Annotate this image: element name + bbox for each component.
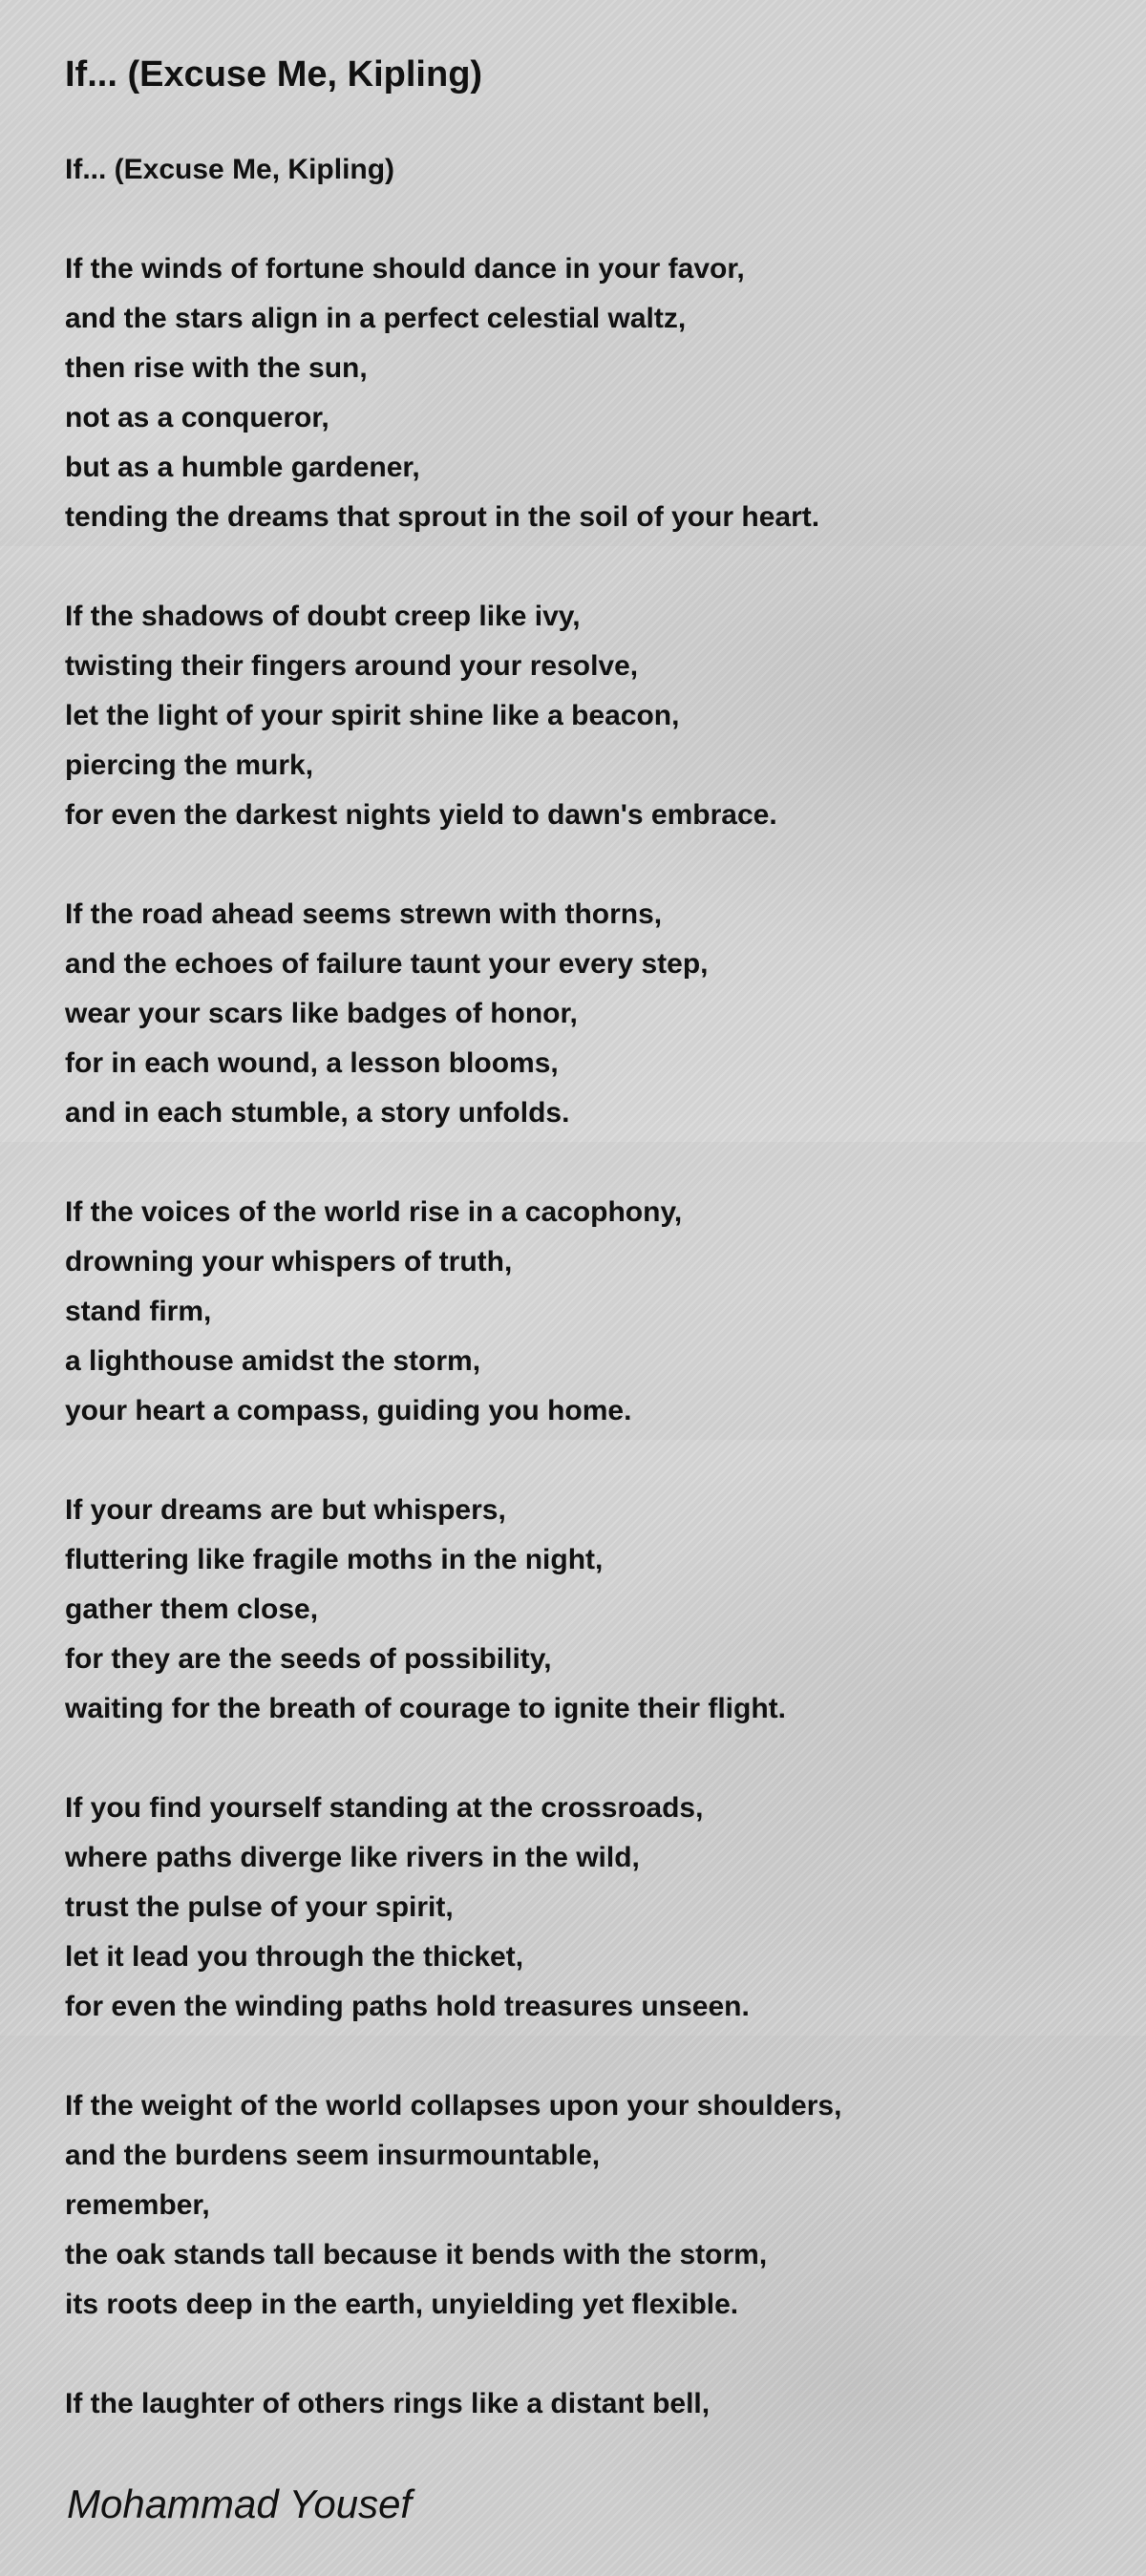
poem-line: for even the winding paths hold treasures unseen.	[65, 1991, 750, 2022]
poem-line: wear your scars like badges of honor,	[65, 998, 578, 1029]
poem-line: If the laughter of others rings like a distant bell,	[65, 2388, 711, 2419]
stanza	[65, 244, 1115, 542]
poem-line: a lighthouse amidst the storm,	[65, 1345, 481, 1377]
poem-content	[65, 46, 1115, 2479]
stanza	[65, 890, 1115, 1138]
poem-line: If you find yourself standing at the crossroads,	[65, 1792, 704, 1824]
stanza	[65, 592, 1115, 840]
poem-line: for they are the seeds of possibility,	[65, 1643, 552, 1675]
poem-line: stand firm,	[65, 1296, 212, 1327]
poem-line: but as a humble gardener,	[65, 452, 420, 483]
poem-line: its roots deep in the earth, unyielding yet flexible.	[65, 2289, 739, 2320]
author-name: Mohammad Yousef	[67, 2481, 413, 2526]
poem-line: your heart a compass, guiding you home.	[65, 1395, 632, 1426]
poem-line: trust the pulse of your spirit,	[65, 1891, 454, 1923]
poem-line: not as a conqueror,	[65, 402, 329, 433]
poem-line: piercing the murk,	[65, 750, 314, 781]
poem-line: drowning your whispers of truth,	[65, 1246, 513, 1277]
stanza	[65, 1784, 1115, 2032]
poem-line: waiting for the breath of courage to ignite their flight.	[65, 1693, 786, 1724]
poem-line: If the road ahead seems strewn with thorns,	[65, 898, 663, 930]
poem-heading: If... (Excuse Me, Kipling)	[65, 154, 395, 185]
stanza	[65, 1486, 1115, 1734]
poem-line: If the voices of the world rise in a cacophony,	[65, 1196, 683, 1228]
poem-line: If the winds of fortune should dance in your favor,	[65, 253, 745, 285]
stanza	[65, 1188, 1115, 1436]
poem-line: let the light of your spirit shine like a beacon,	[65, 700, 680, 731]
poem-line: and in each stumble, a story unfolds.	[65, 1097, 570, 1129]
poem-line: the oak stands tall because it bends with the storm,	[65, 2239, 768, 2270]
poem-line: gather them close,	[65, 1594, 319, 1625]
poem-line: remember,	[65, 2189, 210, 2221]
stanza	[65, 2081, 1115, 2330]
poem-line: for in each wound, a lesson blooms,	[65, 1047, 559, 1079]
poem-line: fluttering like fragile moths in the night,	[65, 1544, 604, 1575]
poem-line: and the echoes of failure taunt your every step,	[65, 948, 709, 980]
poem-line: and the burdens seem insurmountable,	[65, 2140, 601, 2171]
poem-line: where paths diverge like rivers in the wild,	[65, 1842, 640, 1873]
poem-line: If the weight of the world collapses upon your shoulders,	[65, 2090, 842, 2122]
stanza	[65, 2379, 1115, 2429]
poem-line: If your dreams are but whispers,	[65, 1494, 506, 1526]
poem-line: twisting their fingers around your resolve,	[65, 650, 639, 682]
poem-line: for even the darkest nights yield to dawn's embrace.	[65, 799, 777, 831]
poem-line: tending the dreams that sprout in the soil of your heart.	[65, 501, 820, 533]
poem-line: then rise with the sun,	[65, 352, 368, 384]
poem-title: If... (Excuse Me, Kipling)	[65, 54, 483, 95]
poem-body	[65, 244, 1115, 2429]
poem-line: let it lead you through the thicket,	[65, 1941, 524, 1973]
poem-line: and the stars align in a perfect celestial waltz,	[65, 303, 687, 334]
poem-line: If the shadows of doubt creep like ivy,	[65, 601, 581, 632]
